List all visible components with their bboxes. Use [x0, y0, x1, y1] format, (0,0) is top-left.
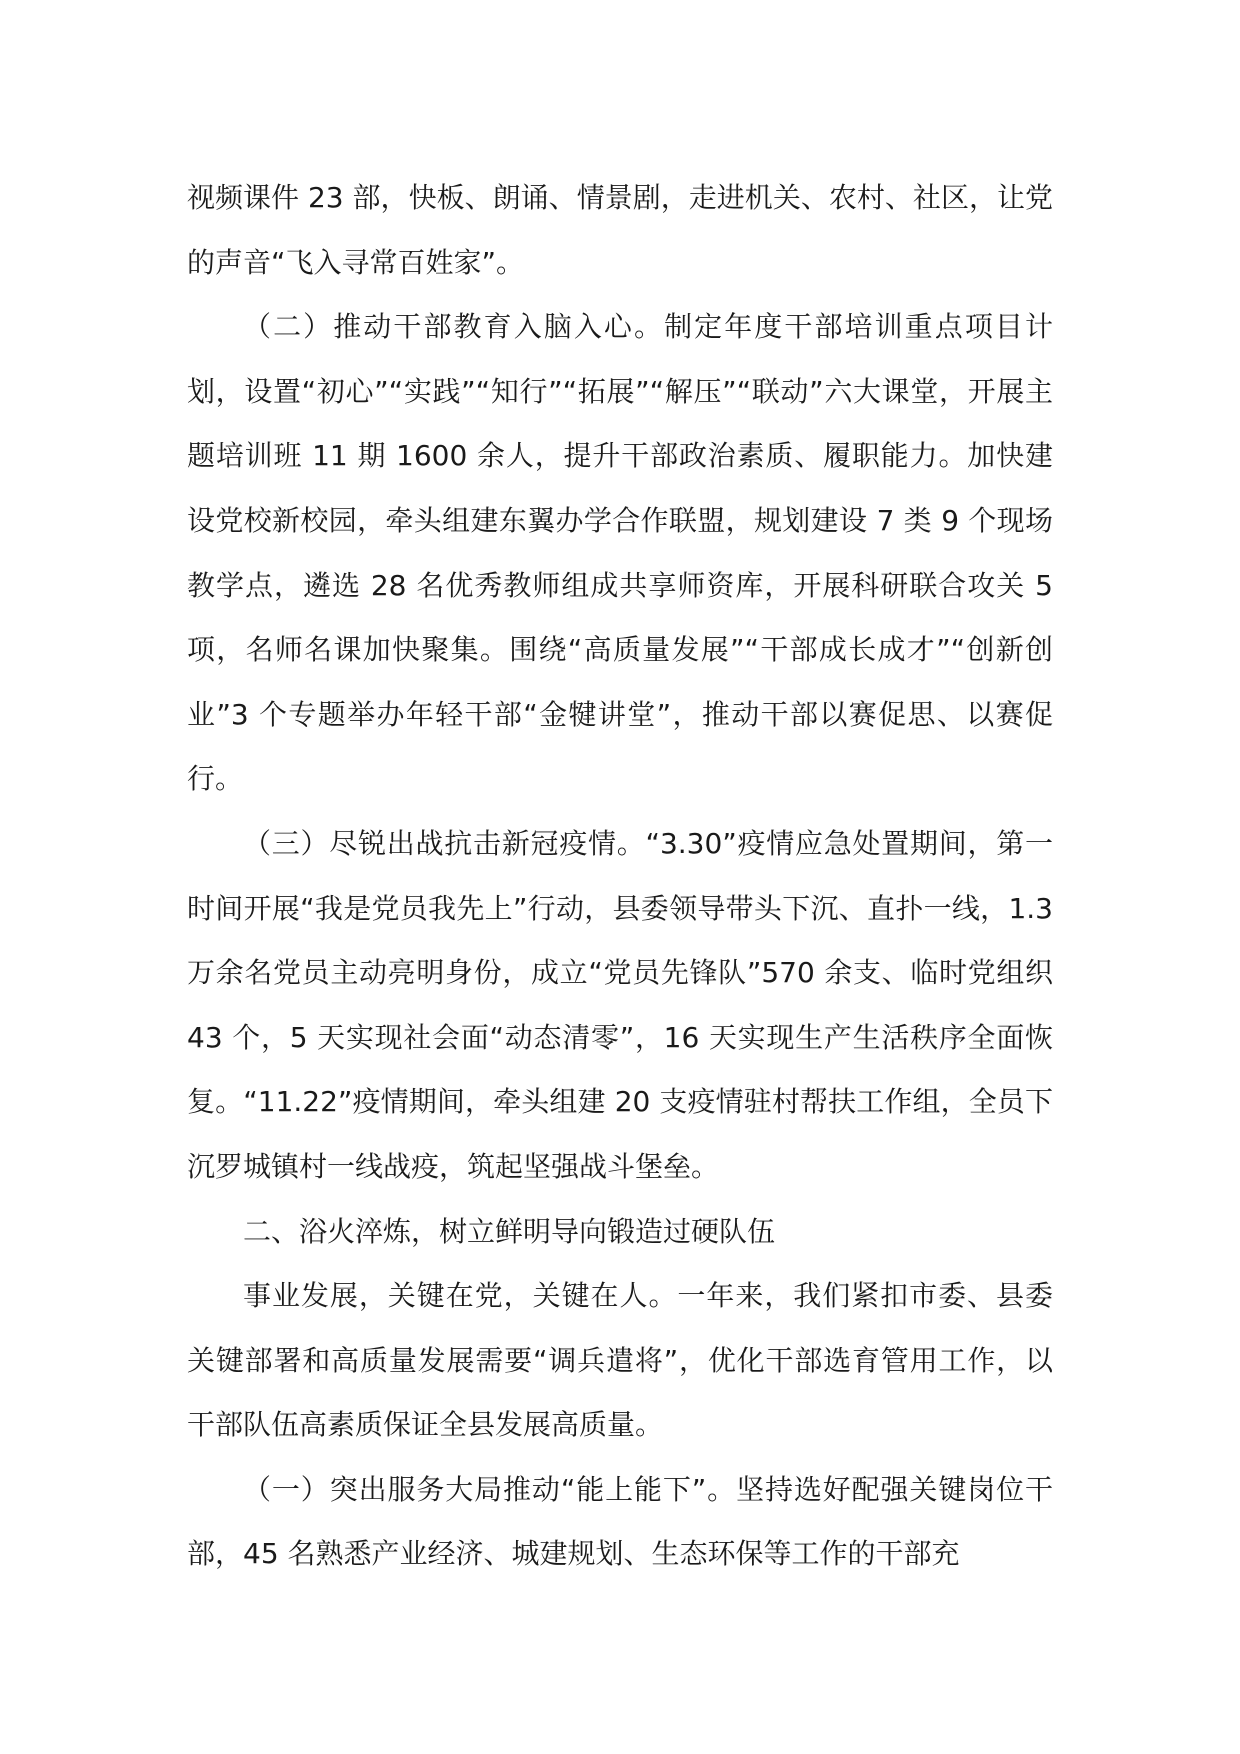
- paragraph-2: （二）推动干部教育入脑入心。制定年度干部培训重点项目计划，设置“初心”“实践”“知行”“拓展”“解压”“联动”六大课堂，开展主题培训班 11 期 1600 余人，提升干部政治素质、履职能力。加快建设党校新校园，牵头组建东翼办学合作联盟，规划建设 7 类 9 个现场教学点，遴选 28 名优秀教师组成共享师资库，开展科研联合攻关 5 项，名师名课加快聚集。围绕“高质量发展”“干部成长成才”“创新创业”3 个专题举办年轻干部“金犍讲堂”，推动干部以赛促思、以赛促行。: [187, 310, 1053, 796]
- section-heading: 二、浴火淬炼，树立鲜明导向锻造过硬队伍: [243, 1214, 776, 1248]
- paragraph-5: （一）突出服务大局推动“能上能下”。坚持选好配强关键岗位干部，45 名熟悉产业经济、城建规划、生态环保等工作的干部充: [187, 1472, 1053, 1571]
- document-body: [187, 166, 1053, 1587]
- paragraph-4: 事业发展，关键在党，关键在人。一年来，我们紧扣市委、县委关键部署和高质量发展需要“调兵遣将”，优化干部选育管用工作，以干部队伍高素质保证全县发展高质量。: [187, 1279, 1053, 1442]
- paragraph-3: （三）尽锐出战抗击新冠疫情。“3.30”疫情应急处置期间，第一时间开展“我是党员我先上”行动，县委领导带头下沉、直扑一线，1.3 万余名党员主动亮明身份，成立“党员先锋队”570 余支、临时党组织 43 个，5 天实现社会面“动态清零”，16 天实现生产生活秩序全面恢复。“11.22”疫情期间，牵头组建 20 支疫情驻村帮扶工作组，全员下沉罗城镇村一线战疫，筑起坚强战斗堡垒。: [187, 826, 1053, 1183]
- paragraph-1: 视频课件 23 部，快板、朗诵、情景剧，走进机关、农村、社区，让党的声音“飞入寻常百姓家”。: [187, 181, 1053, 279]
